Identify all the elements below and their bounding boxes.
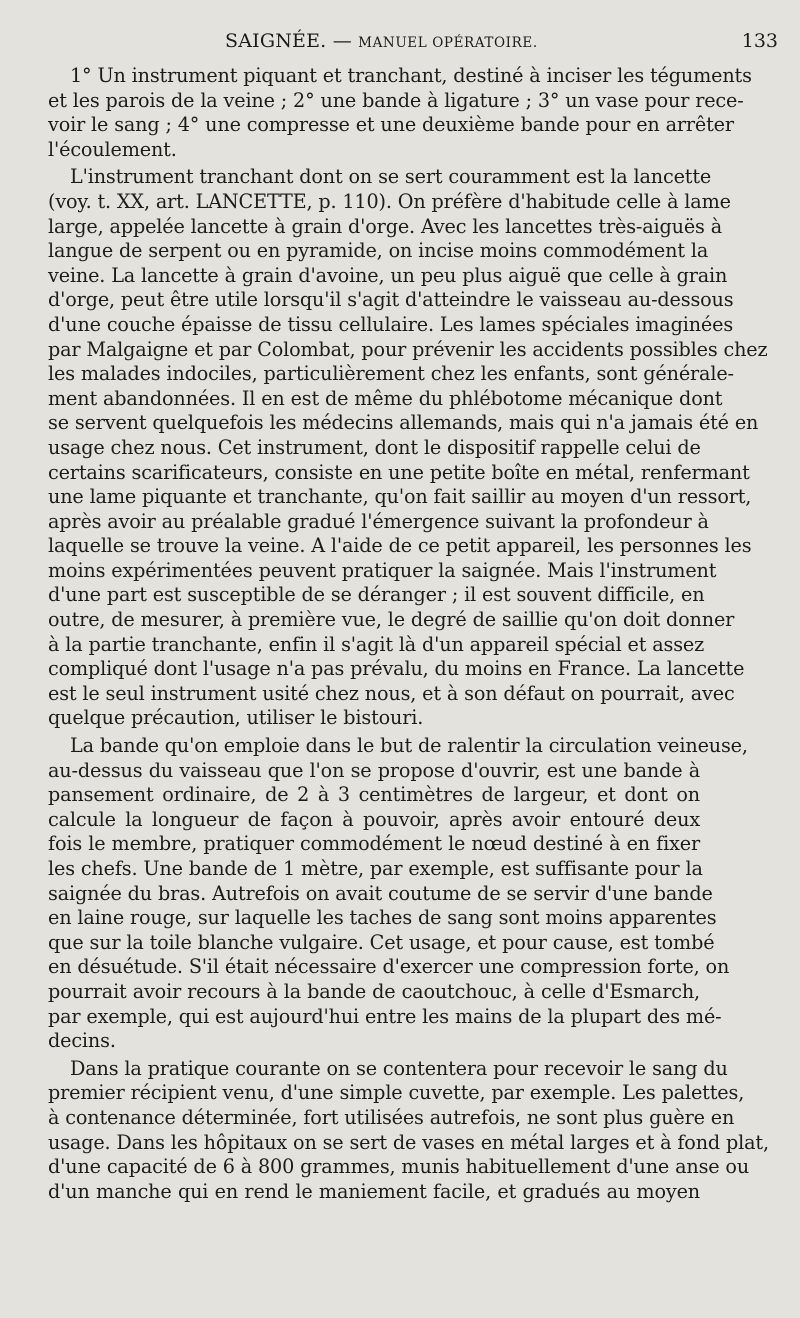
text-line: se servent quelquefois les médecins allemands, mais qui n'a jamais été en [48, 411, 759, 435]
text-line: laquelle se trouve la veine. A l'aide de ce petit appareil, les personnes les [48, 534, 752, 558]
text-line: d'un manche qui en rend le maniement facile, et gradués au moyen [48, 1179, 700, 1203]
paragraph [48, 1056, 769, 1205]
text-line: à la partie tranchante, enfin il s'agit là d'un appareil spécial et assez [48, 632, 705, 656]
paragraph [48, 64, 752, 162]
paragraph [48, 165, 768, 731]
text-line: en laine rouge, sur laquelle les taches de sang sont moins apparentes [48, 906, 717, 930]
text-line: langue de serpent ou en pyramide, on incise moins commodément la [48, 239, 709, 263]
text-line: les chefs. Une bande de 1 mètre, par exemple, est suffisante pour la [48, 857, 703, 880]
text-line: par exemple, qui est aujourd'hui entre les mains de la plupart des mé- [48, 1004, 722, 1028]
text-line: au-dessus du vaisseau que l'on se propose d'ouvrir, est une bande à [48, 758, 700, 782]
paragraph [48, 734, 748, 1054]
text-line: à contenance déterminée, fort utilisées autrefois, ne sont plus guère en [48, 1105, 735, 1129]
text-line: et les parois de la veine ; 2° une bande à ligature ; 3° un vase pour rece- [48, 88, 744, 112]
text-line: outre, de mesurer, à première vue, le degré de saillie qu'on doit donner [48, 608, 735, 632]
text-line: large, appelée lancette à grain d'orge. Avec les lancettes très-aiguës à [48, 214, 722, 238]
text-line: d'une couche épaisse de tissu cellulaire. Les lames spéciales imaginées [48, 312, 734, 336]
text-line: en désuétude. S'il était nécessaire d'exercer une compression forte, on [48, 955, 730, 979]
text-line: que sur la toile blanche vulgaire. Cet usage, et pour cause, est tombé [48, 930, 715, 954]
body-text [48, 64, 769, 1204]
running-title [225, 30, 538, 52]
text-line: Dans la pratique courante on se contentera pour recevoir le sang du [70, 1056, 728, 1080]
header-dash: — [332, 30, 352, 52]
text-line: d'orge, peut être utile lorsqu'il s'agit d'atteindre le vaisseau au-dessous [48, 288, 734, 312]
text-line: saignée du bras. Autrefois on avait coutume de se servir d'une bande [48, 881, 713, 905]
text-line: (voy. t. XX, art. LANCETTE, p. 110). On préfère d'habitude celle à lame [48, 189, 731, 213]
text-line: pansement ordinaire, de 2 à 3 centimètres de largeur, et dont on [48, 783, 700, 807]
text-line: fois le membre, pratiquer commodément le nœud destiné à en fixer [48, 832, 700, 856]
text-line: après avoir au préalable gradué l'émergence suivant la profondeur à [48, 509, 709, 533]
text-line: est le seul instrument usité chez nous, et à son défaut on pourrait, avec [48, 681, 735, 705]
text-line: decins. [48, 1029, 116, 1053]
header-title-text: SAIGNÉE. [225, 30, 327, 52]
text-line: usage. Dans les hôpitaux on se sert de vases en métal larges et à fond plat, [48, 1130, 769, 1154]
text-line: par Malgaigne et par Colombat, pour prévenir les accidents possibles chez [48, 337, 768, 361]
text-line: moins expérimentées peuvent pratiquer la saignée. Mais l'instrument [48, 558, 717, 582]
text-line: ment abandonnées. Il en est de même du phlébotome mécanique dont [48, 386, 723, 410]
text-line: une lame piquante et tranchante, qu'on fait saillir au moyen d'un ressort, [48, 485, 752, 509]
text-line: veine. La lancette à grain d'avoine, un peu plus aiguë que celle à grain [48, 263, 728, 287]
header-subtitle: MANUEL OPÉRATOIRE. [358, 35, 538, 51]
page-number: 133 [741, 30, 778, 52]
text-line: premier récipient venu, d'une simple cuvette, par exemple. Les palettes, [48, 1081, 745, 1105]
text-line: calcule la longueur de façon à pouvoir, après avoir entouré deux [48, 807, 700, 831]
text-line: quelque précaution, utiliser le bistouri. [48, 706, 424, 730]
text-line: d'une part est susceptible de se déranger ; il est souvent difficile, en [48, 583, 705, 607]
text-line: pourrait avoir recours à la bande de caoutchouc, à celle d'Esmarch, [48, 979, 700, 1003]
text-line: L'instrument tranchant dont on se sert couramment est la lancette [70, 165, 712, 189]
text-line: usage chez nous. Cet instrument, dont le dispositif rappelle celui de [48, 435, 701, 459]
text-line: compliqué dont l'usage n'a pas prévalu, du moins en France. La lancette [48, 657, 745, 681]
text-line: La bande qu'on emploie dans le but de ralentir la circulation veineuse, [70, 734, 748, 758]
text-line: voir le sang ; 4° une compresse et une deuxième bande pour en arrêter [48, 113, 734, 137]
text-line: d'une capacité de 6 à 800 grammes, munis habituellement d'une anse ou [48, 1155, 750, 1179]
running-header [50, 30, 778, 60]
text-line: 1° Un instrument piquant et tranchant, destiné à inciser les téguments [70, 64, 752, 87]
text-line: l'écoulement. [48, 137, 177, 161]
text-line: certains scarificateurs, consiste en une petite boîte en métal, renfermant [48, 460, 750, 484]
text-line: les malades indociles, particulièrement chez les enfants, sont générale- [48, 362, 734, 386]
